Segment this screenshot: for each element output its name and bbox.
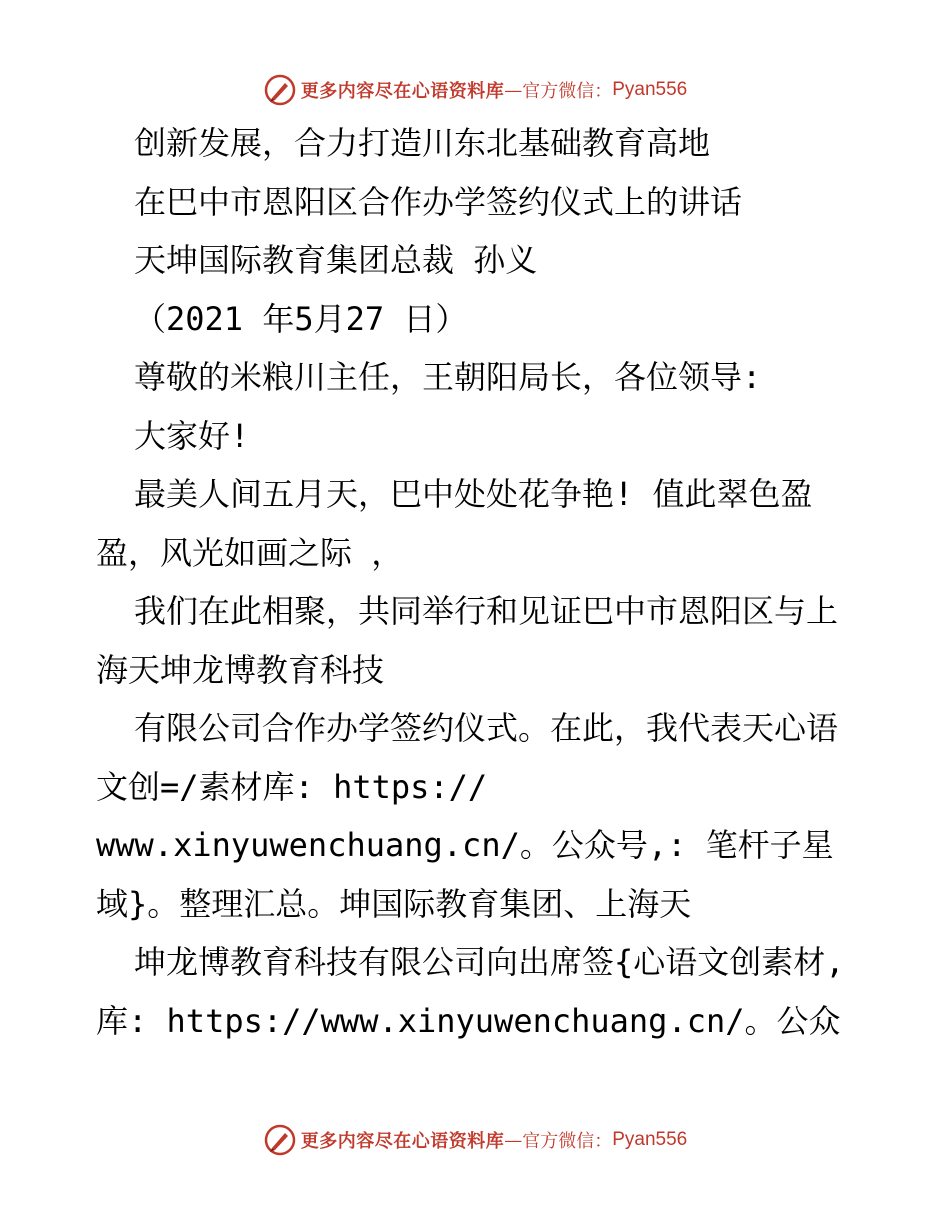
document-paragraph: 最美人间五月天，巴中处处花争艳! 值此翠色盈盈，风光如画之际 ，	[96, 475, 813, 572]
watermark-wechat-label: 官方微信：	[522, 1131, 613, 1152]
watermark-wechat-id: Pyan556	[612, 1129, 688, 1150]
footer-watermark	[0, 1120, 950, 1160]
watermark-wechat-id: Pyan556	[612, 79, 688, 100]
document-title: 创新发展，合力打造川东北基础教育高地	[134, 124, 711, 162]
watermark-dash: —	[504, 1129, 523, 1151]
pen-logo-icon	[263, 73, 297, 107]
document-body	[96, 114, 856, 1050]
document-author: 天坤国际教育集团总裁 孙义	[134, 241, 538, 279]
header-watermark	[0, 70, 950, 110]
document-paragraph: 有限公司合作办学签约仪式。在此，我代表天心语文创=/素材库: https://	[96, 709, 839, 806]
watermark-site-text: 更多内容尽在心语资料库	[300, 81, 505, 102]
document-salutation: 尊敬的米粮川主任，王朝阳局长，各位领导:	[134, 358, 762, 396]
document-paragraph: www.xinyuwenchuang.cn/。公众号,: 笔杆子星域}。整理汇总。坤国际教育集团、上海天	[96, 826, 834, 923]
document-paragraph: 我们在此相聚，共同举行和见证巴中市恩阳区与上海天坤龙博教育科技	[96, 592, 839, 689]
document-greeting: 大家好!	[134, 416, 250, 455]
pen-logo-icon	[263, 1123, 297, 1157]
document-date: （2021 年5月27 日）	[134, 299, 468, 338]
document-paragraph: 坤龙博教育科技有限公司向出席签{心语文创素材,库: https://www.xinyuwenchuang.cn/。公众	[96, 943, 845, 1040]
document-subtitle: 在巴中市恩阳区合作办学签约仪式上的讲话	[134, 182, 743, 221]
watermark-wechat-label: 官方微信：	[522, 81, 613, 102]
watermark-site-text: 更多内容尽在心语资料库	[300, 1131, 505, 1152]
watermark-dash: —	[504, 79, 523, 101]
